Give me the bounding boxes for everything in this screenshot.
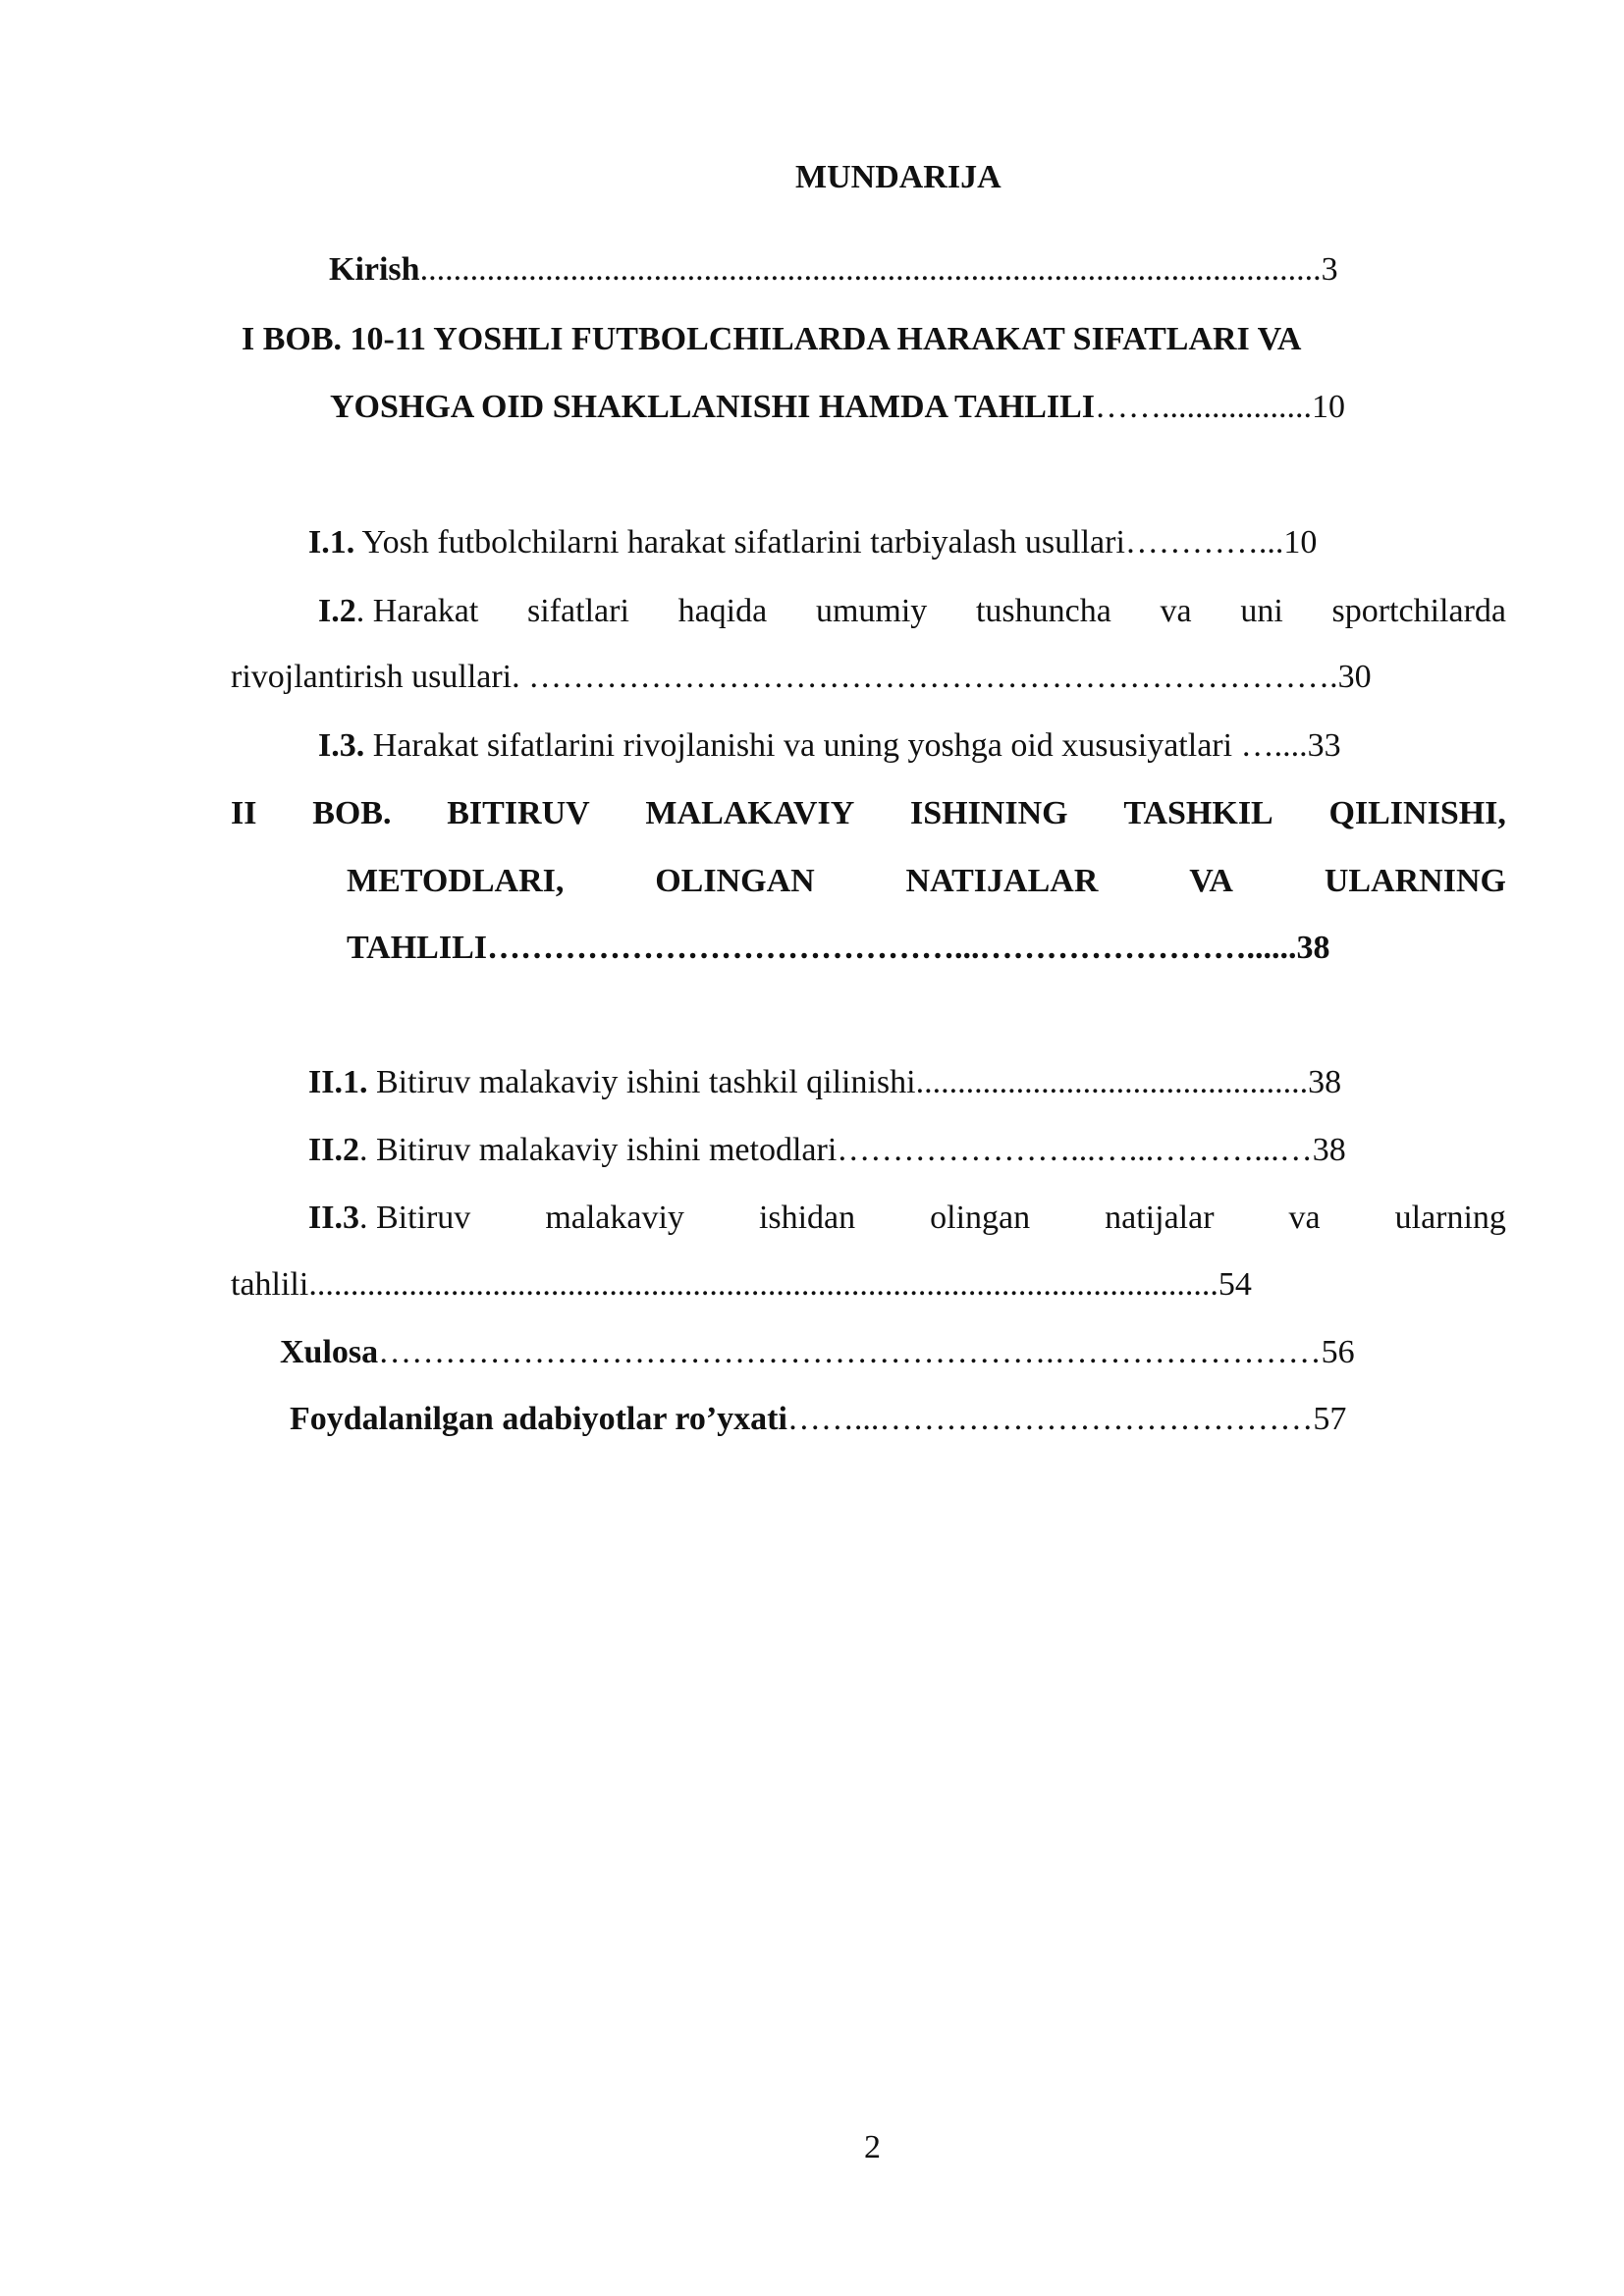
page-title: MUNDARIJA <box>795 159 1001 195</box>
toc-page-number: 10 <box>1312 389 1346 425</box>
toc-word: BITIRUV <box>447 795 590 831</box>
toc-page-number: 38 <box>1308 1064 1342 1100</box>
toc-entry-text: Yosh futbolchilarni harakat sifatlarini tarbiyalash usullari <box>354 524 1125 561</box>
toc-word: ISHINING <box>909 795 1068 831</box>
toc-word: TASHKIL <box>1123 795 1273 831</box>
toc-word: BOB. <box>312 795 392 831</box>
toc-word: tushuncha <box>975 593 1111 629</box>
toc-word: NATIJALAR <box>905 863 1099 899</box>
toc-dot-leader: …………... <box>1124 524 1284 561</box>
toc-dot-leader: ……...………………………………… <box>786 1401 1314 1437</box>
page-number: 2 <box>864 2129 881 2165</box>
toc-word: . Harakat <box>355 593 479 629</box>
toc-word: . Bitiruv <box>358 1200 471 1236</box>
toc-section-number: II.1. <box>308 1064 368 1100</box>
toc-entry-1-2-line-1 <box>318 592 1506 631</box>
toc-entry-2-1 <box>308 1063 1341 1102</box>
toc-entry-text: Bitiruv malakaviy ishini tashkil qilinishi <box>367 1064 916 1100</box>
toc-word: malakaviy <box>545 1200 684 1236</box>
toc-word: II <box>231 795 257 831</box>
toc-word: METODLARI, <box>347 863 565 899</box>
toc-word: ularning <box>1394 1200 1506 1236</box>
toc-dot-leader: ………………………………………………………………. <box>528 659 1338 695</box>
toc-entry-text: tahlili <box>231 1266 309 1303</box>
toc-chapter-2-line-3 <box>347 929 1329 968</box>
toc-word: olingan <box>930 1200 1031 1236</box>
toc-page-number: 38 <box>1312 1132 1346 1168</box>
toc-page-number: 33 <box>1307 727 1341 764</box>
toc-dot-leader: ............................................................................................................ <box>419 251 1322 288</box>
toc-word: haqida <box>677 593 768 629</box>
toc-entry-2-3-line-1 <box>308 1199 1506 1238</box>
toc-dot-leader: ............................................... <box>915 1064 1309 1100</box>
toc-word: MALAKAVIY <box>645 795 855 831</box>
toc-page-number: 57 <box>1313 1401 1347 1437</box>
toc-page-number: 30 <box>1337 659 1372 695</box>
toc-chapter-1-line-2 <box>330 388 1345 427</box>
toc-entry-label: Foydalanilgan adabiyotlar ro’yxati <box>290 1401 787 1437</box>
toc-word: va <box>1160 593 1192 629</box>
toc-chapter-title: TAHLILI <box>347 930 487 966</box>
toc-dot-leader: ….... <box>1240 727 1308 764</box>
toc-entry-text: rivojlantirish usullari. <box>231 659 529 695</box>
toc-section-number: I.3. <box>318 727 365 764</box>
toc-entry-text: . Bitiruv malakaviy ishini metodlari <box>358 1132 838 1168</box>
toc-word: natijalar <box>1105 1200 1215 1236</box>
toc-entry-kirish <box>329 250 1338 290</box>
toc-dot-leader: …………………………………………………….…………………… <box>378 1334 1322 1370</box>
toc-entry-adabiyotlar <box>290 1400 1346 1439</box>
toc-word: ishidan <box>758 1200 856 1236</box>
toc-page-number: 10 <box>1283 524 1318 561</box>
toc-entry-2-2 <box>308 1131 1346 1170</box>
toc-dot-leader: ............................................................................................................. <box>308 1266 1218 1303</box>
toc-section-number: I.1. <box>308 524 355 561</box>
toc-chapter-2-line-2 <box>347 862 1506 901</box>
toc-dot-leader: ……………………………………...……………………...... <box>486 930 1297 966</box>
toc-dot-leader: …………………...…...………...… <box>837 1132 1313 1168</box>
toc-word: uni <box>1240 593 1283 629</box>
toc-section-number: II.2 <box>308 1132 359 1168</box>
toc-entry-1-1 <box>308 523 1317 562</box>
toc-word: VA <box>1189 863 1233 899</box>
toc-section-number: I.2 <box>318 593 356 629</box>
toc-word: QILINISHI, <box>1328 795 1506 831</box>
toc-word: va <box>1288 1200 1321 1236</box>
toc-dot-leader: …….................. <box>1095 389 1313 425</box>
toc-entry-1-3 <box>318 726 1341 766</box>
toc-chapter-title: YOSHGA OID SHAKLLANISHI HAMDA TAHLILI <box>330 389 1096 425</box>
toc-page-number: 3 <box>1321 251 1338 288</box>
toc-chapter-1-line-1: I BOB. 10-11 YOSHLI FUTBOLCHILARDA HARAKAT SIFATLARI VA <box>242 321 1302 357</box>
toc-word: ULARNING <box>1324 863 1506 899</box>
toc-page-number: 54 <box>1218 1266 1252 1303</box>
toc-word: sifatlari <box>527 593 629 629</box>
toc-word: sportchilarda <box>1331 593 1506 629</box>
toc-entry-label: Xulosa <box>280 1334 379 1370</box>
toc-page-number: 56 <box>1321 1334 1355 1370</box>
toc-entry-text: Harakat sifatlarini rivojlanishi va uning yoshga oid xususiyatlari <box>364 727 1241 764</box>
toc-word: OLINGAN <box>655 863 815 899</box>
toc-entry-xulosa <box>280 1333 1355 1372</box>
toc-page-number: 38 <box>1296 930 1330 966</box>
toc-chapter-2-line-1 <box>231 794 1506 833</box>
toc-entry-1-2-line-2 <box>231 658 1372 697</box>
toc-entry-2-3-line-2 <box>231 1265 1252 1305</box>
toc-section-number: II.3 <box>308 1200 359 1236</box>
toc-word: umumiy <box>815 593 928 629</box>
toc-entry-label: Kirish <box>329 251 420 288</box>
